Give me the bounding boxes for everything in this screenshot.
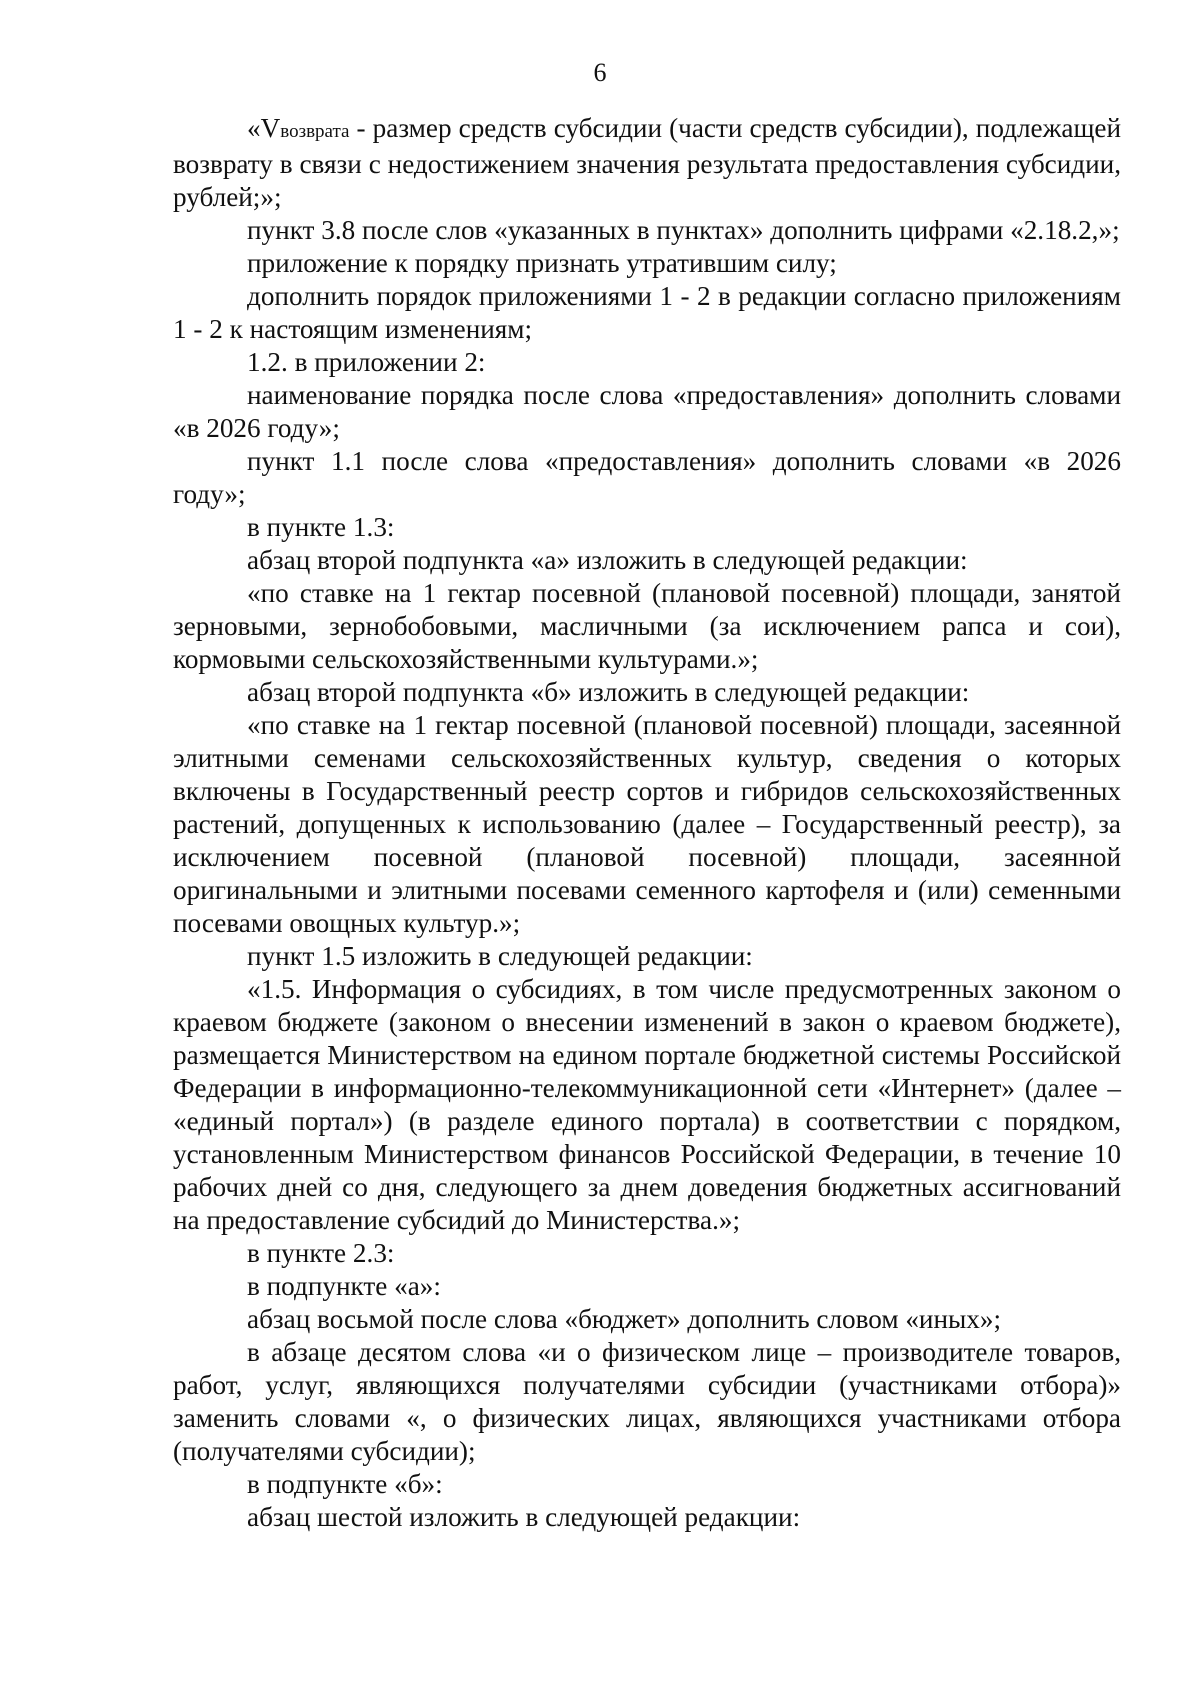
paragraph-1 (173, 112, 1121, 214)
paragraph-text: - размер средств субсидии (части средств субсидии), подлежащей возврату в связи с недостижением значения результата предоставления субсидии, рублей;»; (173, 113, 1121, 212)
paragraph-10: «по ставке на 1 гектар посевной (плановой посевной) площади, занятой зерновыми, зернобобовыми, масличными (за исключением рапса и сои), кормовыми сельскохозяйственными культурами.»; (173, 578, 1121, 674)
paragraph-14: «1.5. Информация о субсидиях, в том числе предусмотренных законом о краевом бюджете (законом о внесении изменений в закон о краевом бюджете), размещается Министерством на едином портале бюджетной системы Российской Федерации в информационно-телекоммуникационной сети «Интернет» (далее – «единый портал») (в разделе единого портала) в соответствии с порядком, установленным Министерством финансов Российской Федерации, в течение 10 рабочих дней со дня, следующего за днем доведения бюджетных ассигнований на предоставление субсидий до Министерства.»; (173, 974, 1121, 1235)
paragraph-9: абзац второй подпункта «а» изложить в следующей редакции: (247, 545, 968, 575)
page-number: 6 (593, 58, 607, 87)
paragraph-20: абзац шестой изложить в следующей редакции: (247, 1502, 801, 1532)
paragraph-15: в пункте 2.3: (247, 1238, 395, 1268)
formula-subscript: возврата (280, 121, 350, 142)
paragraph-11: абзац второй подпункта «б» изложить в следующей редакции: (247, 677, 970, 707)
formula-prefix: «V (247, 113, 281, 143)
paragraph-2: пункт 3.8 после слов «указанных в пунктах» дополнить цифрами «2.18.2,»; (247, 215, 1120, 245)
document-body (173, 112, 1121, 1534)
paragraph-6: наименование порядка после слова «предоставления» дополнить словами «в 2026 году»; (173, 380, 1121, 443)
paragraph-19: в подпункте «б»: (247, 1469, 443, 1499)
paragraph-4: дополнить порядок приложениями 1 - 2 в редакции согласно приложениям 1 - 2 к настоящим изменениям; (173, 281, 1121, 344)
paragraph-17: абзац восьмой после слова «бюджет» дополнить словом «иных»; (247, 1304, 1002, 1334)
paragraph-3: приложение к порядку признать утратившим силу; (247, 248, 837, 278)
paragraph-13: пункт 1.5 изложить в следующей редакции: (247, 941, 753, 971)
paragraph-18: в абзаце десятом слова «и о физическом лице – производителе товаров, работ, услуг, являющихся получателями субсидии (участниками отбора)» заменить словами «, о физических лицах, являющихся участниками отбора (получателями субсидии); (173, 1337, 1121, 1466)
paragraph-5: 1.2. в приложении 2: (247, 347, 486, 377)
paragraph-12: «по ставке на 1 гектар посевной (плановой посевной) площади, засеянной элитными семенами сельскохозяйственных культур, сведения о которых включены в Государственный реестр сортов и гибридов сельскохозяйственных растений, допущенных к использованию (далее – Государственный реестр), за исключением посевной (плановой посевной) площади, засеянной оригинальными и элитными посевами семенного картофеля и (или) семенными посевами овощных культур.»; (173, 710, 1121, 938)
paragraph-7: пункт 1.1 после слова «предоставления» дополнить словами «в 2026 году»; (173, 446, 1121, 509)
paragraph-8: в пункте 1.3: (247, 512, 395, 542)
paragraph-16: в подпункте «а»: (247, 1271, 441, 1301)
